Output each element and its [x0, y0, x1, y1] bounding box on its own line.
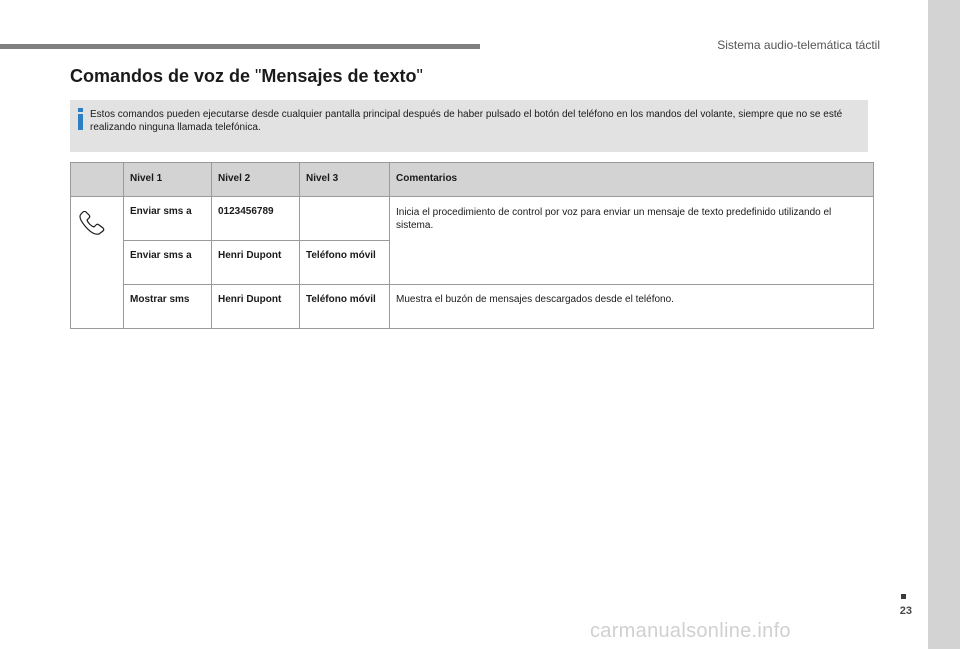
page-marker [901, 594, 906, 599]
table-header-row [71, 163, 874, 197]
row1-nivel-1: Enviar sms a [124, 197, 212, 241]
watermark: carmanualsonline.info [590, 620, 791, 642]
row1-nivel-3 [300, 197, 390, 241]
section-title-quoted: Mensajes de texto [261, 66, 417, 86]
row3-nivel-3: Teléfono móvil [300, 285, 390, 329]
row2-nivel-1: Enviar sms a [124, 241, 212, 285]
page-number: 23 [899, 605, 912, 617]
top-rule [0, 44, 480, 49]
row1-nivel-2: 0123456789 [212, 197, 300, 241]
header-nivel-1: Nivel 1 [124, 163, 212, 197]
row2-nivel-2: Henri Dupont [212, 241, 300, 285]
section-title [70, 66, 423, 87]
row3-icon-cell [71, 285, 124, 329]
info-box [70, 100, 868, 152]
info-icon [76, 108, 85, 134]
phone-handset-icon [77, 211, 107, 237]
header-comentarios: Comentarios [390, 163, 874, 197]
row2-nivel-3: Teléfono móvil [300, 241, 390, 285]
table-row [71, 197, 874, 241]
header-icon-cell [71, 163, 124, 197]
title-quote-close: " [416, 66, 423, 86]
chapter-title: Sistema audio-telemática táctil [717, 38, 880, 52]
side-strip [928, 0, 960, 649]
section-title-main: Comandos de voz de [70, 66, 256, 86]
voice-commands-table [70, 162, 874, 329]
header-nivel-3: Nivel 3 [300, 163, 390, 197]
info-text: Estos comandos pueden ejecutarse desde cualquier pantalla principal después de haber pulsado el botón del teléfono en los mandos del volante, siempre que no se esté realizando ninguna llamada telefónica. [90, 109, 843, 133]
row1-comentario: Inicia el procedimiento de control por voz para enviar un mensaje de texto predefinido utilizando el sistema. [390, 197, 874, 285]
row3-nivel-1: Mostrar sms [124, 285, 212, 329]
row3-nivel-2: Henri Dupont [212, 285, 300, 329]
table-row [71, 285, 874, 329]
header-nivel-2: Nivel 2 [212, 163, 300, 197]
row3-comentario: Muestra el buzón de mensajes descargados desde el teléfono. [390, 285, 874, 329]
phone-icon-cell [71, 197, 124, 285]
title-quote-open: " [255, 66, 262, 86]
